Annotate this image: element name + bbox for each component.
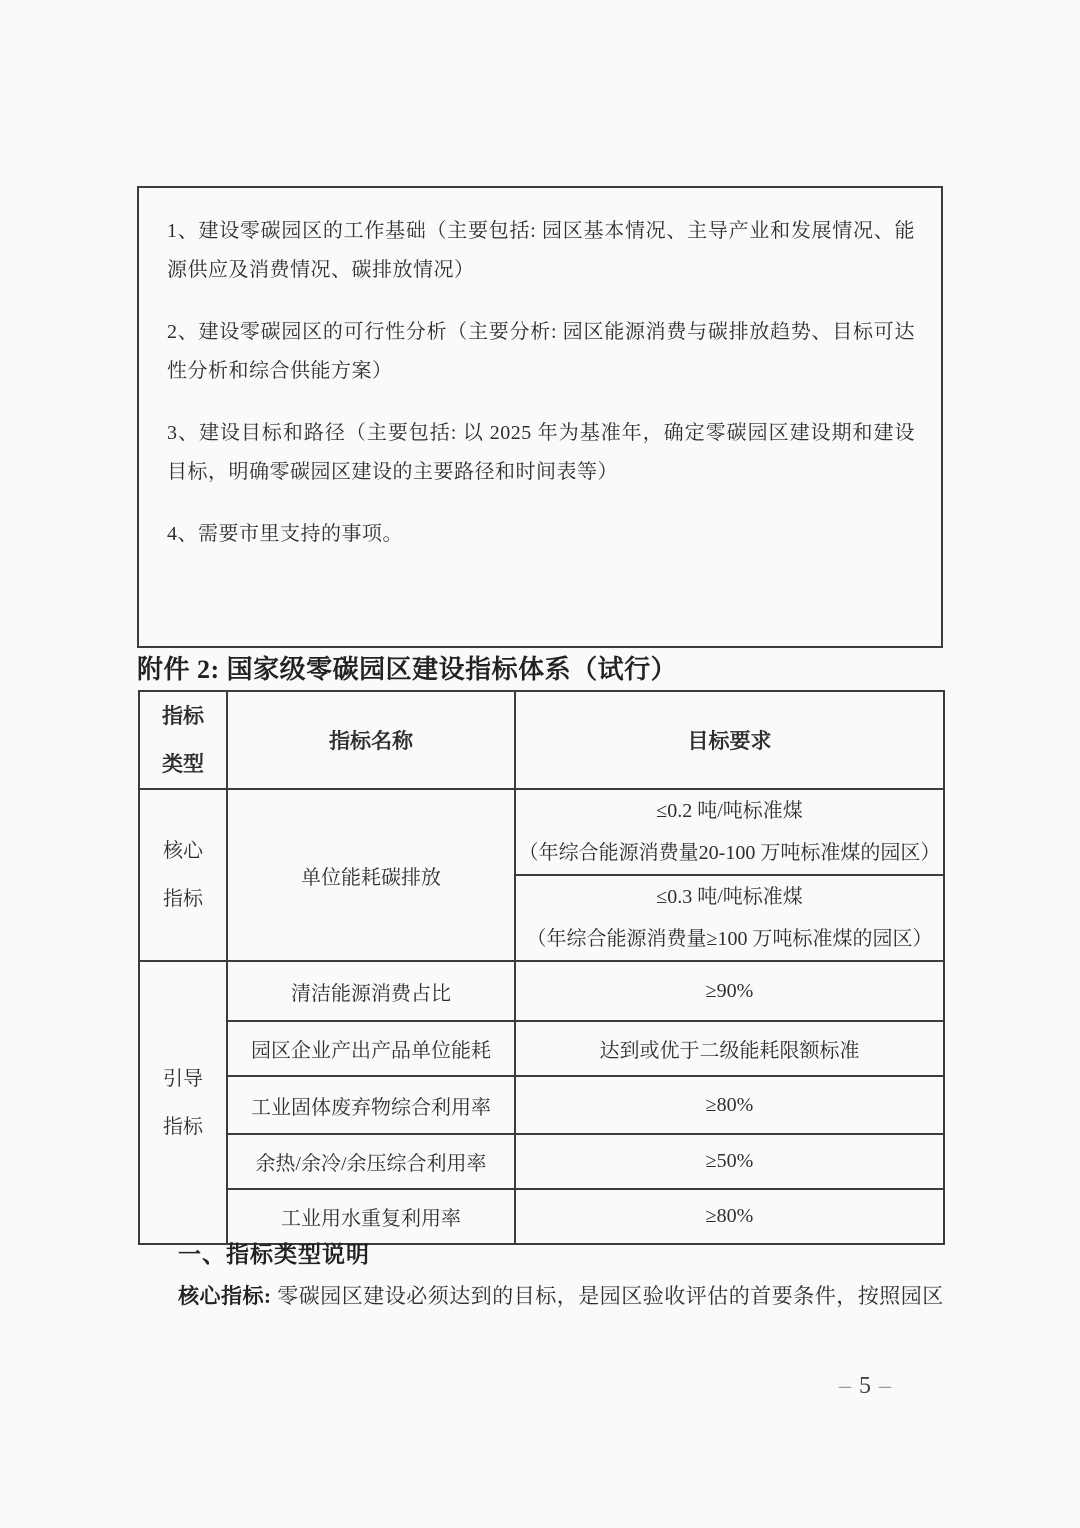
page-number-value: 5: [859, 1373, 871, 1399]
guide-row-4-name: 余热/余冷/余压综合利用率: [227, 1134, 515, 1189]
header-target-requirement: 目标要求: [515, 691, 944, 789]
guide-row-3-target: ≥80%: [515, 1076, 944, 1134]
guide-row-1-name: 清洁能源消费占比: [227, 961, 515, 1021]
core-target-2-value: ≤0.3 吨/吨标准煤: [656, 886, 803, 908]
page-number-left-dash: –: [839, 1373, 851, 1399]
notice-paragraph-3: 3、建设目标和路径（主要包括: 以 2025 年为基准年，确定零碳园区建设期和建设目标，明确零碳园区建设的主要路径和时间表等）: [167, 422, 915, 483]
guide-indicator-row-5: [139, 1189, 944, 1244]
header-indicator-type: 指标类型: [139, 691, 227, 789]
notice-paragraph-1: 1、建设零碳园区的工作基础（主要包括: 园区基本情况、主导产业和发展情况、能源供应及消费情况、碳排放情况）: [167, 220, 915, 281]
attachment-title: 附件 2: 国家级零碳园区建设指标体系（试行）: [137, 655, 678, 684]
table-header-row: [139, 691, 944, 789]
guide-row-2-name: 园区企业产出产品单位能耗: [227, 1021, 515, 1076]
guide-row-4-target: ≥50%: [515, 1134, 944, 1189]
page-number: [800, 1368, 930, 1404]
section-heading: 一、指标类型说明: [178, 1242, 370, 1267]
core-target-1-value: ≤0.2 吨/吨标准煤: [656, 800, 803, 822]
notice-paragraph-4: 4、需要市里支持的事项。: [167, 523, 403, 545]
core-definition-label: 核心指标:: [178, 1284, 272, 1308]
core-target-1-scope: （年综合能源消费量20-100 万吨标准煤的园区）: [518, 842, 941, 864]
guide-indicator-row-1: [139, 961, 944, 1021]
indicator-table: [138, 690, 945, 1245]
core-indicator-name-cell: 单位能耗碳排放: [227, 789, 515, 961]
page-number-right-dash: –: [879, 1373, 891, 1399]
core-definition-text: 零碳园区建设必须达到的目标，是园区验收评估的首要条件，按照园区: [277, 1284, 944, 1308]
guide-indicator-row-3: [139, 1076, 944, 1134]
core-indicator-row-1: [139, 789, 944, 875]
guide-row-2-target: 达到或优于二级能耗限额标准: [515, 1021, 944, 1076]
notice-box: [137, 186, 943, 648]
guide-row-1-target: ≥90%: [515, 961, 944, 1021]
core-definition-paragraph: [178, 1276, 944, 1316]
notice-paragraph-2: 2、建设零碳园区的可行性分析（主要分析: 园区能源消费与碳排放趋势、目标可达性分析和综合供能方案）: [167, 321, 915, 382]
core-target-cell-1: [515, 789, 944, 875]
guide-indicator-row-2: [139, 1021, 944, 1076]
guide-indicator-row-4: [139, 1134, 944, 1189]
core-type-cell: 核心指标: [139, 789, 227, 961]
guide-row-5-target: ≥80%: [515, 1189, 944, 1244]
header-indicator-name: 指标名称: [227, 691, 515, 789]
guide-row-5-name: 工业用水重复利用率: [227, 1189, 515, 1244]
core-target-2-scope: （年综合能源消费量≥100 万吨标准煤的园区）: [526, 928, 933, 950]
core-target-cell-2: [515, 875, 944, 961]
guide-type-cell: 引导指标: [139, 961, 227, 1244]
guide-row-3-name: 工业固体废弃物综合利用率: [227, 1076, 515, 1134]
